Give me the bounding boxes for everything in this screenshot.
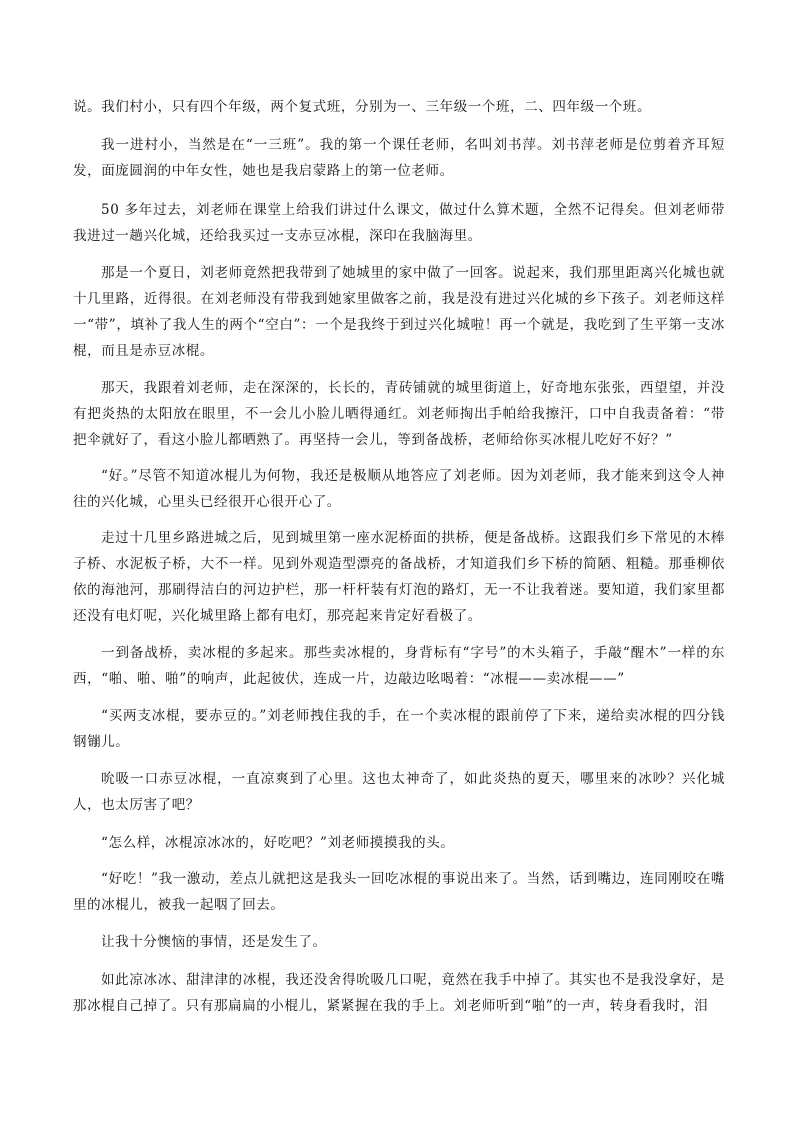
paragraph-10: 吮吸一口赤豆冰棍，一直凉爽到了心里。这也太神奇了，如此炎热的夏天，哪里来的冰吵？兴化城人，也太厉害了吧？ — [73, 771, 725, 813]
paragraph-5: 那天，我跟着刘老师，走在深深的，长长的，青砖铺就的城里街道上，好奇地东张张，西望望，并没有把炎热的太阳放在眼里，不一会儿小脸儿晒得通红。刘老师掏出手帕给我擦汗，口中自我责备着：“带把伞就好了，看这小脸儿都晒熟了。再坚持一会儿，等到备战桥，老师给你买冰棍儿吃好不好？” — [73, 380, 725, 448]
paragraph-13: 让我十分懊恼的事情，还是发生了。 — [101, 934, 327, 950]
paragraph-7: 走过十几里乡路进城之后，见到城里第一座水泥桥面的拱桥，便是备战桥。这跟我们乡下常见的木棒子桥、水泥板子桥，大不一样。见到外观造型漂亮的备战桥，才知道我们乡下桥的简陋、粗糙。那垂柳依依的海池河，那刷得洁白的河边护栏，那一杆杆装有灯泡的路灯，无一不让我着迷。要知道，我们家里都还没有电灯呢，兴化城里路上都有电灯，那亮起来肯定好看极了。 — [73, 530, 725, 624]
paragraph-12: “好吃！”我一激动，差点儿就把这是我头一回吃冰棍的事说出来了。当然，话到嘴边，连同刚咬在嘴里的冰棍儿，被我一起咽了回去。 — [73, 871, 725, 913]
paragraph-8: 一到备战桥，卖冰棍的多起来。那些卖冰棍的，身背标有“字号”的木头箱子，手敲“醒木”一样的东西，“啪、啪、啪”的响声，此起彼伏，连成一片，边敲边吆喝着：“冰棍——卖冰棍——” — [73, 645, 725, 687]
paragraph-3: 50 多年过去，刘老师在课堂上给我们讲过什么课文，做过什么算术题，全然不记得矣。但刘老师带我进过一趟兴化城，还给我买过一支赤豆冰棍，深印在我脑海里。 — [73, 202, 725, 244]
paragraph-14: 如此凉冰冰、甜津津的冰棍，我还没舍得吮吸几口呢，竟然在我手中掉了。其实也不是我没拿好，是那冰棍自己掉了。只有那扁扁的小棍儿，紧紧握在我的手上。刘老师听到“啪”的一声，转身看我时，泪 — [73, 972, 725, 1014]
paragraph-1: 说。我们村小，只有四个年级，两个复式班，分别为一、三年级一个班，二、四年级一个班。 — [73, 99, 652, 115]
paragraph-6: “好。”尽管不知道冰棍儿为何物，我还是极顺从地答应了刘老师。因为刘老师，我才能来到这令人神往的兴化城，心里头已经很开心很开心了。 — [73, 468, 725, 510]
paragraph-9: “买两支冰棍，要赤豆的。”刘老师拽住我的手，在一个卖冰棍的跟前停了下来，递给卖冰棍的四分钱钢镚儿。 — [73, 708, 725, 750]
paragraph-2: 我一进村小，当然是在“一三班”。我的第一个课任老师，名叫刘书萍。刘书萍老师是位剪着齐耳短发，面庞圆润的中年女性，她也是我启蒙路上的第一位老师。 — [73, 137, 725, 179]
paragraph-4: 那是一个夏日，刘老师竟然把我带到了她城里的家中做了一回客。说起来，我们那里距离兴化城也就十几里路，近得很。在刘老师没有带我到她家里做客之前，我是没有进过兴化城的乡下孩子。刘老师这样一“带”，填补了我人生的两个“空白”：一个是我终于到过兴化城啦！再一个就是，我吃到了生平第一支冰棍，而且是赤豆冰棍。 — [73, 265, 725, 359]
paragraph-11: “怎么样，冰棍凉冰冰的，好吃吧？”刘老师摸摸我的头。 — [101, 835, 455, 851]
